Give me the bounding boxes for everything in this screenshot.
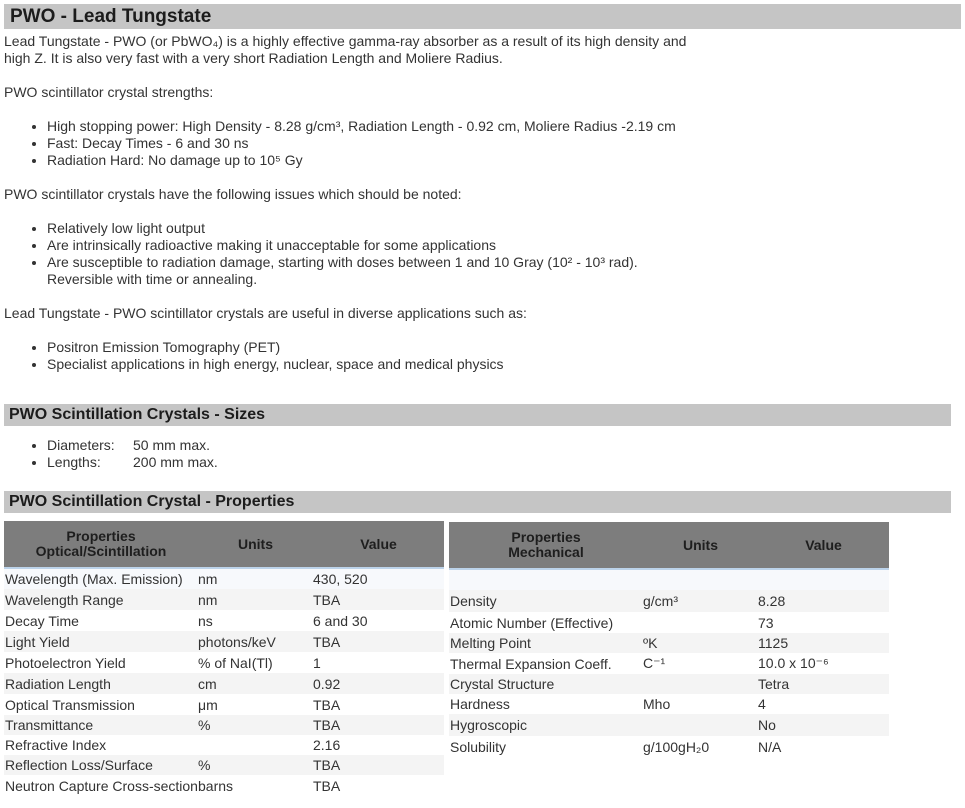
- table-row: [449, 653, 889, 674]
- property-cell: Light Yield: [4, 631, 198, 652]
- value-cell: [758, 569, 889, 590]
- units-cell: μm: [198, 694, 313, 715]
- units-cell: ns: [198, 610, 313, 631]
- issues-list: [29, 220, 638, 288]
- column-header-units: Units: [643, 522, 758, 569]
- property-cell: Hardness: [449, 694, 643, 714]
- units-cell: [643, 714, 758, 736]
- value-cell: TBA: [313, 715, 444, 735]
- strengths-heading: PWO scintillator crystal strengths:: [4, 84, 214, 100]
- property-cell: Density: [449, 590, 643, 612]
- column-header-properties: Properties Mechanical: [449, 522, 643, 569]
- units-cell: cm: [198, 673, 313, 694]
- property-cell: [449, 569, 643, 590]
- list-item: [47, 254, 638, 288]
- property-cell: Photoelectron Yield: [4, 652, 198, 673]
- units-cell: % of NaI(Tl): [198, 652, 313, 673]
- table-header-row: [4, 521, 444, 568]
- value-cell: 2.16: [313, 735, 444, 755]
- list-item: • Positron Emission Tomography (PET): [47, 339, 504, 356]
- intro-line-1: Lead Tungstate - PWO (or PbWO₄) is a highly effective gamma-ray absorber as a result of its high density and: [4, 33, 687, 49]
- size-value: 200 mm max.: [133, 454, 218, 470]
- value-cell: 1125: [758, 633, 889, 653]
- property-cell: Refractive Index: [4, 735, 198, 755]
- property-cell: Optical Transmission: [4, 694, 198, 715]
- table-row: [449, 714, 889, 736]
- mechanical-properties-table: [449, 522, 889, 758]
- list-item: • Radiation Hard: No damage up to 10⁵ Gy: [47, 152, 676, 169]
- column-header-properties: Properties Optical/Scintillation: [4, 521, 198, 568]
- table-row: [449, 612, 889, 633]
- units-cell: photons/keV: [198, 631, 313, 652]
- issues-heading: PWO scintillator crystals have the following issues which should be noted:: [4, 186, 462, 202]
- strengths-list: [29, 118, 676, 169]
- applications-heading: Lead Tungstate - PWO scintillator crystals are useful in diverse applications such as:: [4, 305, 527, 321]
- table-row: [4, 568, 444, 589]
- list-item: • High stopping power: High Density - 8.28 g/cm³, Radiation Length - 0.92 cm, Moliere Radius -2.19 cm: [47, 118, 676, 135]
- issue-text-line-1: Are susceptible to radiation damage, starting with doses between 1 and 10 Gray (10² - 10³ rad).: [47, 254, 638, 270]
- units-cell: nm: [198, 568, 313, 589]
- intro-line-2: high Z. It is also very fast with a very short Radiation Length and Moliere Radius.: [4, 50, 503, 66]
- table-row: [4, 589, 444, 610]
- table-row: [449, 633, 889, 653]
- units-cell: [643, 612, 758, 633]
- page-title: PWO - Lead Tungstate: [4, 4, 961, 29]
- table-row: [449, 736, 889, 758]
- column-header-value: Value: [758, 522, 889, 569]
- value-cell: TBA: [313, 694, 444, 715]
- table-row: [4, 631, 444, 652]
- value-cell: 1: [313, 652, 444, 673]
- units-cell: [198, 735, 313, 755]
- sizes-list: [29, 437, 218, 471]
- list-item: • Relatively low light output: [47, 220, 638, 237]
- table-row: [449, 674, 889, 694]
- property-cell: Transmittance: [4, 715, 198, 735]
- value-cell: TBA: [313, 631, 444, 652]
- value-cell: 8.28: [758, 590, 889, 612]
- table-row: [4, 775, 444, 797]
- size-value: 50 mm max.: [133, 437, 211, 453]
- property-cell: Hygroscopic: [449, 714, 643, 736]
- table-row: [4, 694, 444, 715]
- units-cell: [643, 569, 758, 590]
- applications-list: [29, 339, 504, 373]
- column-header-value: Value: [313, 521, 444, 568]
- units-cell: ºK: [643, 633, 758, 653]
- property-cell: Melting Point: [449, 633, 643, 653]
- property-cell: Solubility: [449, 736, 643, 758]
- table-row: [4, 652, 444, 673]
- list-item: [47, 454, 218, 471]
- list-item: • Fast: Decay Times - 6 and 30 ns: [47, 135, 676, 152]
- value-cell: TBA: [313, 775, 444, 797]
- property-cell: Wavelength Range: [4, 589, 198, 610]
- table-header-row: [449, 522, 889, 569]
- property-cell: Thermal Expansion Coeff.: [449, 653, 643, 674]
- property-cell: Atomic Number (Effective): [449, 612, 643, 633]
- units-cell: nm: [198, 589, 313, 610]
- property-cell: Radiation Length: [4, 673, 198, 694]
- table-row: [4, 610, 444, 631]
- value-cell: No: [758, 714, 889, 736]
- units-cell: barns: [198, 775, 313, 797]
- column-header-units: Units: [198, 521, 313, 568]
- table-row: [4, 755, 444, 775]
- property-cell: Decay Time: [4, 610, 198, 631]
- units-cell: Mho: [643, 694, 758, 714]
- value-cell: TBA: [313, 755, 444, 775]
- value-cell: TBA: [313, 589, 444, 610]
- property-cell: Crystal Structure: [449, 674, 643, 694]
- property-cell: Neutron Capture Cross-section: [4, 775, 198, 797]
- property-cell: Wavelength (Max. Emission): [4, 568, 198, 589]
- table-row: [4, 673, 444, 694]
- table-row: [449, 590, 889, 612]
- units-cell: [643, 674, 758, 694]
- list-item: [47, 437, 218, 454]
- size-label: Lengths:: [47, 454, 101, 470]
- list-item: • Are intrinsically radioactive making it unacceptable for some applications: [47, 237, 638, 254]
- size-label: Diameters:: [47, 437, 115, 453]
- units-cell: C⁻¹: [643, 653, 758, 674]
- value-cell: 10.0 x 10⁻⁶: [758, 653, 889, 674]
- value-cell: 430, 520: [313, 568, 444, 589]
- value-cell: 73: [758, 612, 889, 633]
- issue-text-line-2: Reversible with time or annealing.: [47, 271, 258, 287]
- property-cell: Reflection Loss/Surface: [4, 755, 198, 775]
- properties-heading: PWO Scintillation Crystal - Properties: [4, 491, 951, 513]
- units-cell: %: [198, 715, 313, 735]
- value-cell: 4: [758, 694, 889, 714]
- units-cell: g/cm³: [643, 590, 758, 612]
- list-item: • Specialist applications in high energy, nuclear, space and medical physics: [47, 356, 504, 373]
- sizes-heading: PWO Scintillation Crystals - Sizes: [4, 404, 951, 426]
- table-row: [4, 735, 444, 755]
- table-row: [449, 569, 889, 590]
- table-row: [449, 694, 889, 714]
- optical-properties-table: [4, 521, 444, 797]
- value-cell: 0.92: [313, 673, 444, 694]
- value-cell: Tetra: [758, 674, 889, 694]
- value-cell: 6 and 30: [313, 610, 444, 631]
- units-cell: %: [198, 755, 313, 775]
- value-cell: N/A: [758, 736, 889, 758]
- units-cell: g/100gH₂0: [643, 736, 758, 758]
- table-row: [4, 715, 444, 735]
